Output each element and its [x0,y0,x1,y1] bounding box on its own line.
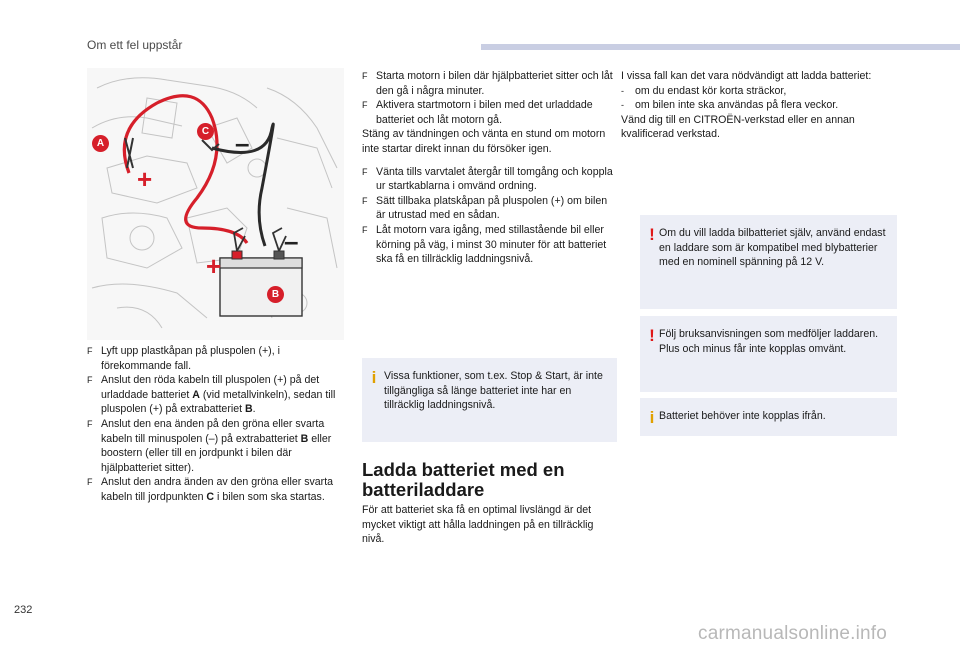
list-item [621,98,901,113]
label-c-marker: C [197,123,214,140]
header-bar [481,44,960,50]
reference-letter: B [300,432,309,445]
info-icon: i [371,368,377,387]
arrow-bullet-icon: F [362,195,368,206]
list-item-text: Lyft upp plastkåpan på pluspolen (+), i förekommande fall. [101,345,280,372]
arrow-bullet-icon: F [87,477,93,488]
arrow-bullet-icon: F [87,375,93,386]
info-icon: i [649,408,655,427]
info-box-stop-start [362,358,617,442]
plus-sign-2: + [206,251,222,281]
warning-icon: ! [649,326,655,345]
arrow-bullet-icon: F [362,166,368,177]
warning-box-text: Plus och minus får inte kopplas omvänt. [659,342,847,355]
left-column [87,344,345,505]
list-item [362,194,617,223]
arrow-bullet-icon: F [87,346,93,356]
minus-sign-1: – [235,128,250,158]
right-column [621,69,901,142]
warning-box-text: Följ bruksanvisningen som medföljer laddaren. [659,328,879,340]
plus-sign-1: + [137,164,153,194]
label-b-marker: B [267,286,284,303]
warning-box-charger [640,215,897,309]
warning-icon: ! [649,225,655,244]
reference-letter: A [192,388,200,401]
finish-steps [362,165,617,267]
arrow-bullet-icon: F [362,224,368,235]
list-item [87,373,345,417]
dash-list [621,84,901,113]
watermark: carmanualsonline.info [698,623,888,644]
warning-box-polarity [640,316,897,392]
list-item-text: Anslut den andra änden av den gröna eller svarta kabeln till jordpunkten [101,476,334,503]
list-item-text: eller boostern (eller till en jordpunkt i bilen där hjälpbatteriet sitter). [101,432,332,474]
outro-paragraph: Vänd dig till en CITROËN-verkstad eller en annan kvalificerad verkstad. [621,113,855,141]
list-item-text: Aktivera startmotorn i bilen med det urladdade batteriet och låt motorn gå. [376,99,593,126]
info-box-disconnect [640,398,897,436]
connection-steps [87,344,345,505]
reference-letter: B [244,403,253,416]
list-item-text: om du endast kör korta sträckor, [635,84,787,97]
arrow-bullet-icon: F [362,71,368,81]
list-item-text: (vid metallvinkeln), sedan till pluspolen (+) på extrabatteriet [101,388,336,416]
list-item [87,344,345,373]
warning-box-text: Om du vill ladda bilbatteriet själv, använd endast en laddare som är kompatibel med blybatterier med en nominell spänning på 12 V. [659,227,886,269]
header-title: Om ett fel uppstår [87,38,183,52]
start-steps [362,69,617,127]
minus-sign-2: – [284,226,299,256]
middle-column [362,69,617,267]
list-item-text: . [252,403,256,416]
arrow-bullet-icon: F [87,418,93,429]
info-box-text: Batteriet behöver inte kopplas ifrån. [659,410,826,422]
list-item [87,475,345,504]
list-item-text: Starta motorn i bilen där hjälpbatteriet sitter och låt den gå i några minuter. [376,70,613,97]
reference-letter: C [206,490,215,503]
list-item-text: Låt motorn vara igång, med stillastående bil eller körning på väg, i minst 30 minuter för att batteriet ska få en tillräcklig laddningsnivå. [376,223,607,266]
section-body: För att batteriet ska få en optimal livslängd är det mycket viktigt att hålla laddningen på en tillräcklig nivå. [362,504,594,546]
arrow-bullet-icon: F [362,100,368,111]
list-item [362,98,617,127]
jump-start-illustration [87,68,344,340]
engine-bay-drawing [87,68,344,340]
list-item [621,84,901,99]
section-title: Ladda batteriet med en batteriladdare [362,459,565,500]
list-item [362,165,617,194]
page-number: 232 [14,604,33,616]
label-a-marker: A [92,135,109,152]
dash-marker: - [621,100,624,111]
list-item-text: Vänta tills varvtalet återgår till tomgång och koppla ur startkablarna i omvänd ordning. [376,165,613,193]
list-item-text: Anslut den ena änden på den gröna eller svarta kabeln till minuspolen (–) på extrabatteriet [101,417,325,445]
list-item [362,223,617,267]
intro-paragraph: I vissa fall kan det vara nödvändigt att ladda batteriet: [621,70,872,82]
list-item [87,417,345,475]
dash-marker: - [621,85,624,96]
list-item [362,69,617,98]
list-item-text: om bilen inte ska användas på flera veckor. [635,99,839,112]
info-box-text: Vissa funktioner, som t.ex. Stop & Start, är inte tillgängliga så länge batteriet inte har en tillräcklig laddningsnivå. [384,370,603,412]
list-item-text: Anslut den röda kabeln till pluspolen (+) på det urladdade batteriet [101,374,320,401]
retry-paragraph: Stäng av tändningen och vänta en stund om motorn inte startar direkt innan du försöker igen. [362,128,606,155]
list-item-text: Sätt tillbaka platskåpan på pluspolen (+) om bilen är utrustad med en sådan. [376,194,608,222]
list-item-text: i bilen som ska startas. [214,490,325,503]
